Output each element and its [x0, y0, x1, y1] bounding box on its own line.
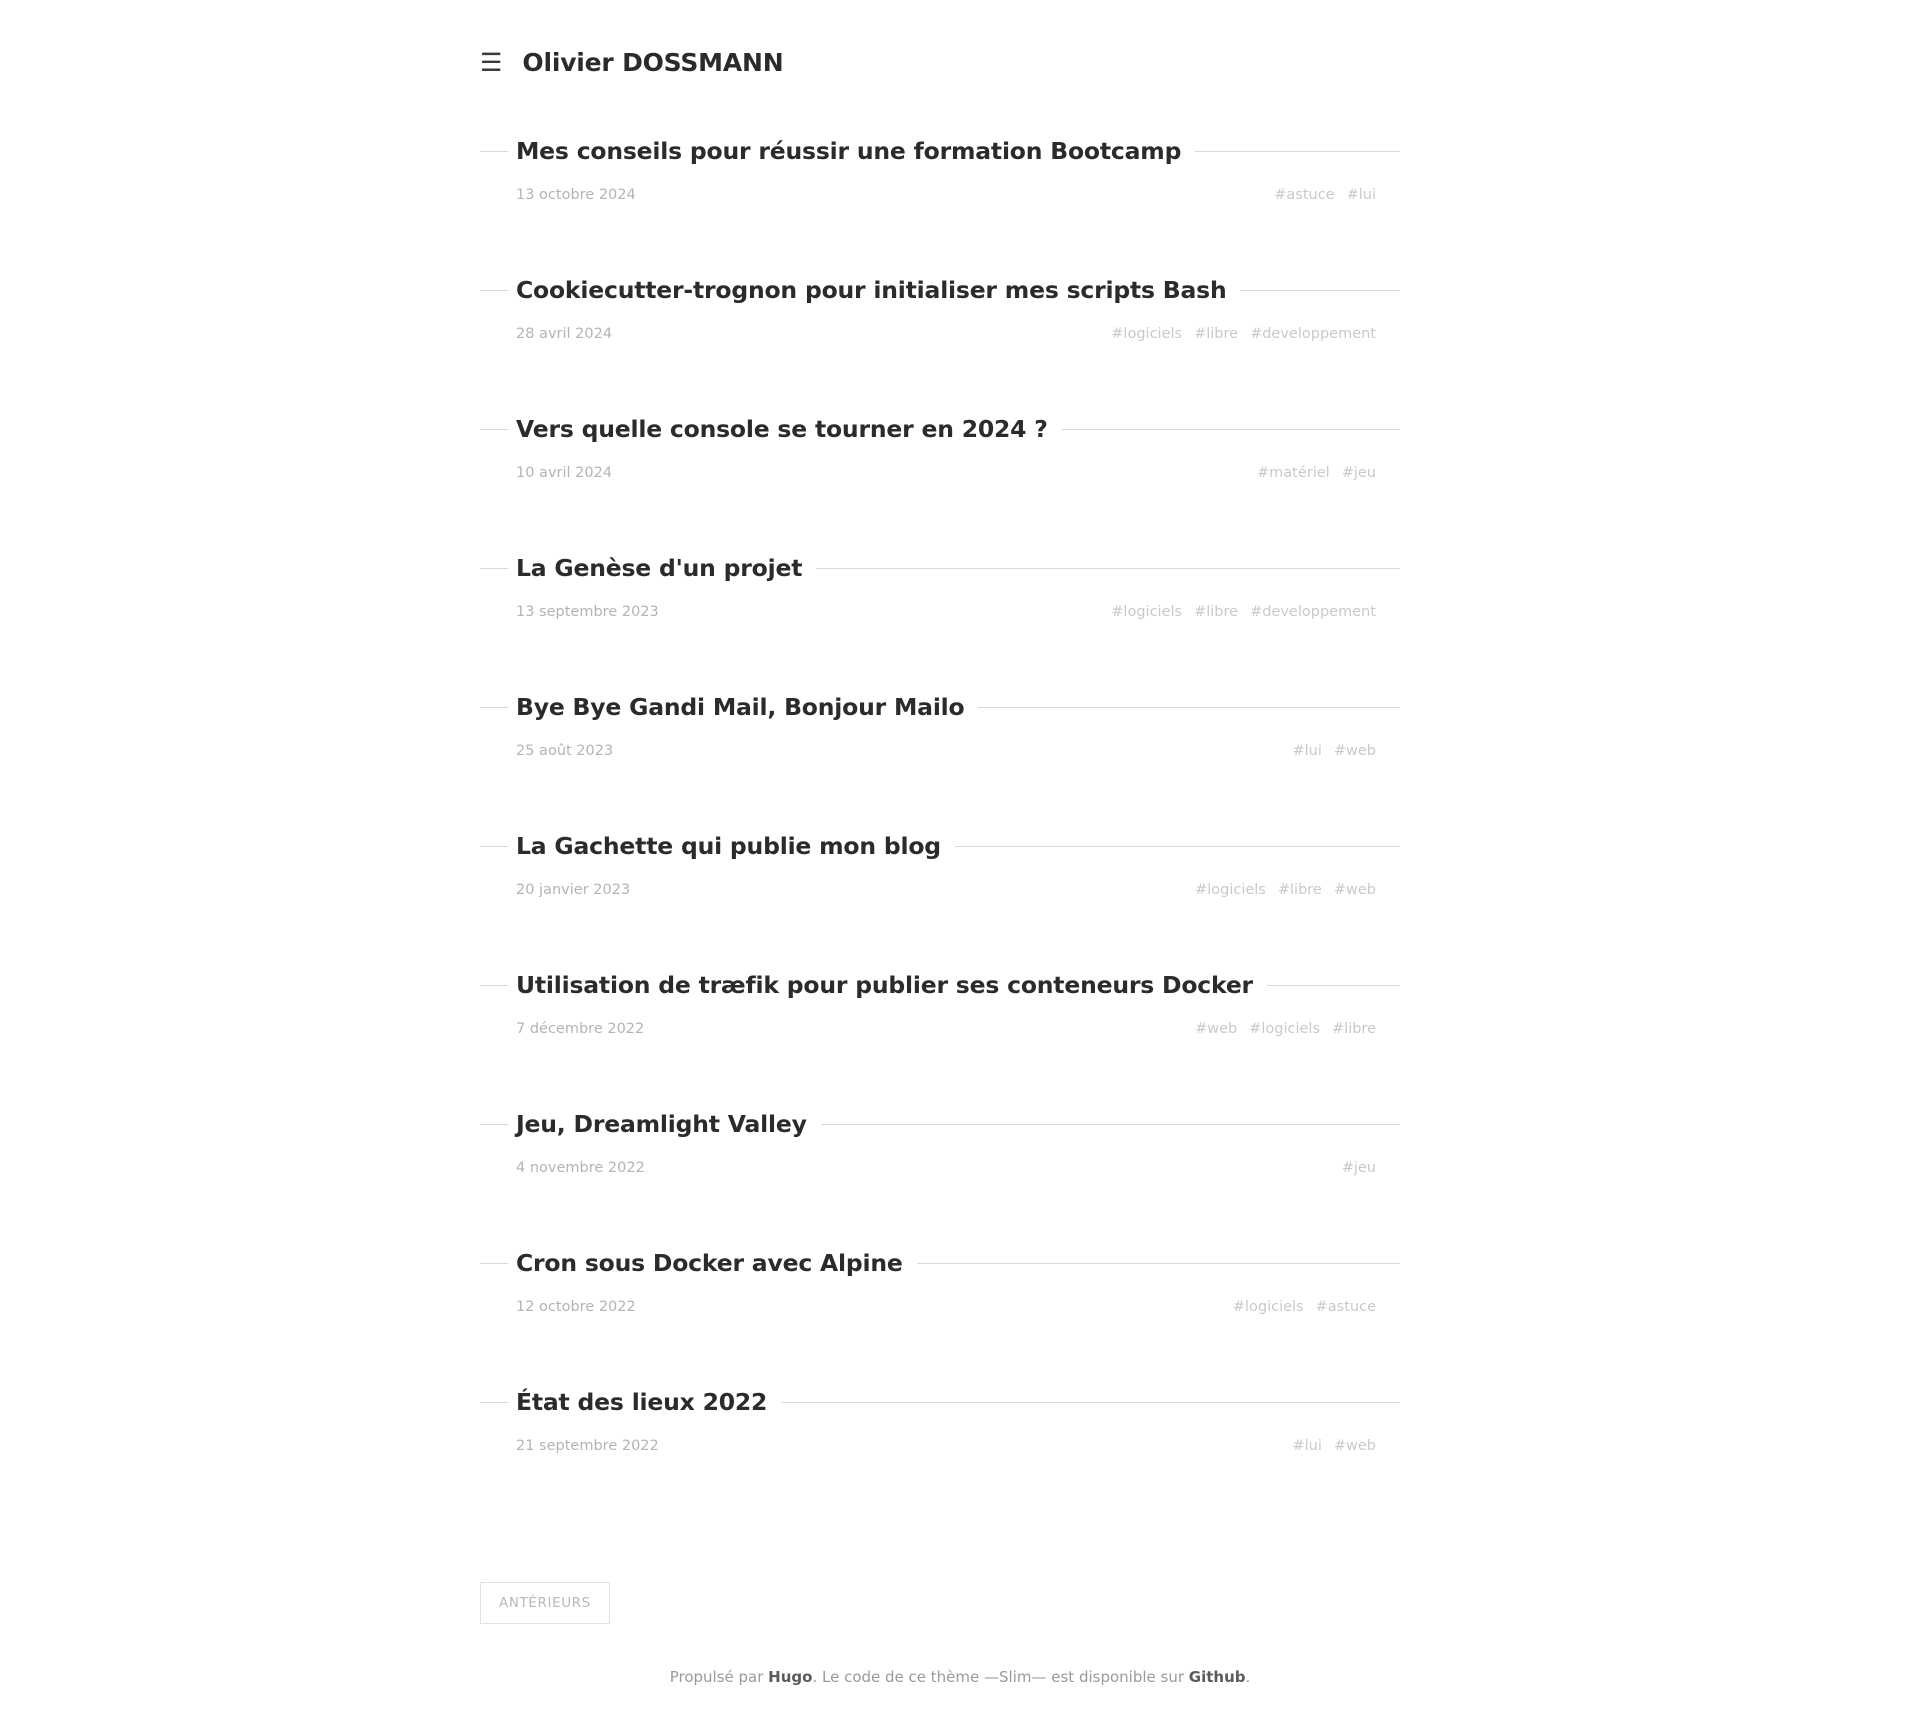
post-date: 10 avril 2024 — [516, 465, 613, 481]
rule-right — [978, 707, 1400, 708]
post-meta — [480, 1011, 1400, 1037]
post-title-link[interactable]: La Genèse d'un projet — [516, 554, 803, 582]
post-meta — [480, 316, 1400, 342]
tag-link[interactable]: #developpement — [1250, 326, 1376, 342]
post-tags — [1342, 1160, 1400, 1176]
post-meta — [480, 1428, 1400, 1454]
tag-link[interactable]: #logiciels — [1249, 1021, 1321, 1037]
post-date: 25 août 2023 — [516, 743, 614, 759]
post-date: 28 avril 2024 — [516, 326, 613, 342]
list-item — [0, 971, 1920, 1037]
post-header — [480, 1110, 1400, 1138]
tag-link[interactable]: #logiciels — [1232, 1299, 1304, 1315]
list-item — [0, 1249, 1920, 1315]
post-title-link[interactable]: Cookiecutter-trognon pour initialiser mes scripts Bash — [516, 276, 1227, 304]
post-date: 13 octobre 2024 — [516, 187, 636, 203]
footer-prefix: Propulsé par — [669, 1668, 769, 1686]
post-meta — [480, 872, 1400, 898]
post-tags — [1292, 743, 1400, 759]
site-title[interactable]: Olivier DOSSMANN — [522, 48, 784, 77]
tag-link[interactable]: #lui — [1292, 743, 1322, 759]
post-meta — [480, 177, 1400, 203]
post-meta — [480, 733, 1400, 759]
rule-right — [1240, 290, 1400, 291]
post-meta — [480, 594, 1400, 620]
rule-right — [821, 1124, 1400, 1125]
list-item — [0, 1388, 1920, 1454]
hamburger-icon[interactable]: ☰ — [480, 48, 503, 77]
post-header — [480, 693, 1400, 721]
post-tags — [1195, 882, 1400, 898]
pagination — [0, 1527, 1920, 1624]
tag-link[interactable]: #astuce — [1315, 1299, 1376, 1315]
post-tags — [1292, 1438, 1400, 1454]
post-header — [480, 415, 1400, 443]
tag-link[interactable]: #web — [1195, 1021, 1238, 1037]
tag-link[interactable]: #jeu — [1341, 1160, 1376, 1176]
rule-left — [480, 568, 508, 569]
rule-left — [480, 290, 508, 291]
post-header — [480, 971, 1400, 999]
post-tags — [1233, 1299, 1400, 1315]
post-date: 12 octobre 2022 — [516, 1299, 636, 1315]
tag-link[interactable]: #jeu — [1341, 465, 1376, 481]
post-title-link[interactable]: La Gachette qui publie mon blog — [516, 832, 941, 860]
post-tags — [1111, 604, 1400, 620]
tag-link[interactable]: #web — [1333, 1438, 1376, 1454]
post-tags — [1274, 187, 1400, 203]
post-tags — [1195, 1021, 1400, 1037]
tag-link[interactable]: #libre — [1194, 326, 1239, 342]
list-item — [0, 554, 1920, 620]
post-date: 21 septembre 2022 — [516, 1438, 659, 1454]
rule-left — [480, 1124, 508, 1125]
post-title-link[interactable]: Bye Bye Gandi Mail, Bonjour Mailo — [516, 693, 965, 721]
list-item — [0, 1110, 1920, 1176]
list-item — [0, 693, 1920, 759]
tag-link[interactable]: #logiciels — [1195, 882, 1266, 898]
tag-link[interactable]: #lui — [1346, 187, 1376, 203]
tag-link[interactable]: #astuce — [1274, 187, 1335, 203]
tag-link[interactable]: #developpement — [1250, 604, 1376, 620]
list-item — [0, 415, 1920, 481]
footer-hugo-link[interactable]: Hugo — [768, 1668, 813, 1686]
rule-right — [1195, 151, 1400, 152]
post-header — [480, 137, 1400, 165]
rule-right — [781, 1402, 1400, 1403]
post-list — [0, 137, 1920, 1454]
post-title-link[interactable]: Vers quelle console se tourner en 2024 ? — [516, 415, 1048, 443]
tag-link[interactable]: #libre — [1277, 882, 1322, 898]
rule-right — [1062, 429, 1400, 430]
site-footer — [0, 1624, 1920, 1716]
post-header — [480, 832, 1400, 860]
tag-link[interactable]: #logiciels — [1111, 604, 1183, 620]
rule-left — [480, 429, 508, 430]
rule-right — [955, 846, 1400, 847]
post-meta — [480, 455, 1400, 481]
post-date: 4 novembre 2022 — [516, 1160, 645, 1176]
post-tags — [1111, 326, 1400, 342]
rule-left — [480, 985, 508, 986]
rule-left — [480, 846, 508, 847]
rule-right — [1267, 985, 1400, 986]
rule-right — [816, 568, 1400, 569]
tag-link[interactable]: #web — [1333, 882, 1376, 898]
footer-github-link[interactable]: Github — [1188, 1668, 1246, 1686]
previous-page-button[interactable]: ANTÉRIEURS — [480, 1582, 610, 1624]
rule-right — [917, 1263, 1400, 1264]
post-meta — [480, 1289, 1400, 1315]
post-header — [480, 276, 1400, 304]
tag-link[interactable]: #matériel — [1256, 465, 1330, 481]
list-item — [0, 137, 1920, 203]
list-item — [0, 832, 1920, 898]
tag-link[interactable]: #libre — [1332, 1021, 1376, 1037]
post-date: 13 septembre 2023 — [516, 604, 659, 620]
rule-left — [480, 151, 508, 152]
post-title-link[interactable]: Utilisation de træfik pour publier ses conteneurs Docker — [516, 971, 1253, 999]
post-title-link[interactable]: Jeu, Dreamlight Valley — [516, 1110, 807, 1138]
post-tags — [1257, 465, 1400, 481]
list-item — [0, 276, 1920, 342]
rule-left — [480, 1402, 508, 1403]
rule-left — [480, 707, 508, 708]
post-header — [480, 1249, 1400, 1277]
post-date: 7 décembre 2022 — [516, 1021, 645, 1037]
post-date: 20 janvier 2023 — [516, 882, 631, 898]
post-header — [480, 1388, 1400, 1416]
tag-link[interactable]: #web — [1333, 743, 1376, 759]
post-title-link[interactable]: Mes conseils pour réussir une formation Bootcamp — [516, 137, 1182, 165]
post-meta — [480, 1150, 1400, 1176]
tag-link[interactable]: #logiciels — [1111, 326, 1183, 342]
footer-suffix: . — [1245, 1668, 1251, 1686]
tag-link[interactable]: #libre — [1194, 604, 1239, 620]
rule-left — [480, 1263, 508, 1264]
post-title-link[interactable]: Cron sous Docker avec Alpine — [516, 1249, 903, 1277]
post-header — [480, 554, 1400, 582]
footer-middle: . Le code de ce thème —Slim— est disponible sur — [812, 1668, 1189, 1686]
post-title-link[interactable]: État des lieux 2022 — [516, 1388, 768, 1416]
site-header — [0, 0, 1920, 77]
tag-link[interactable]: #lui — [1292, 1438, 1322, 1454]
